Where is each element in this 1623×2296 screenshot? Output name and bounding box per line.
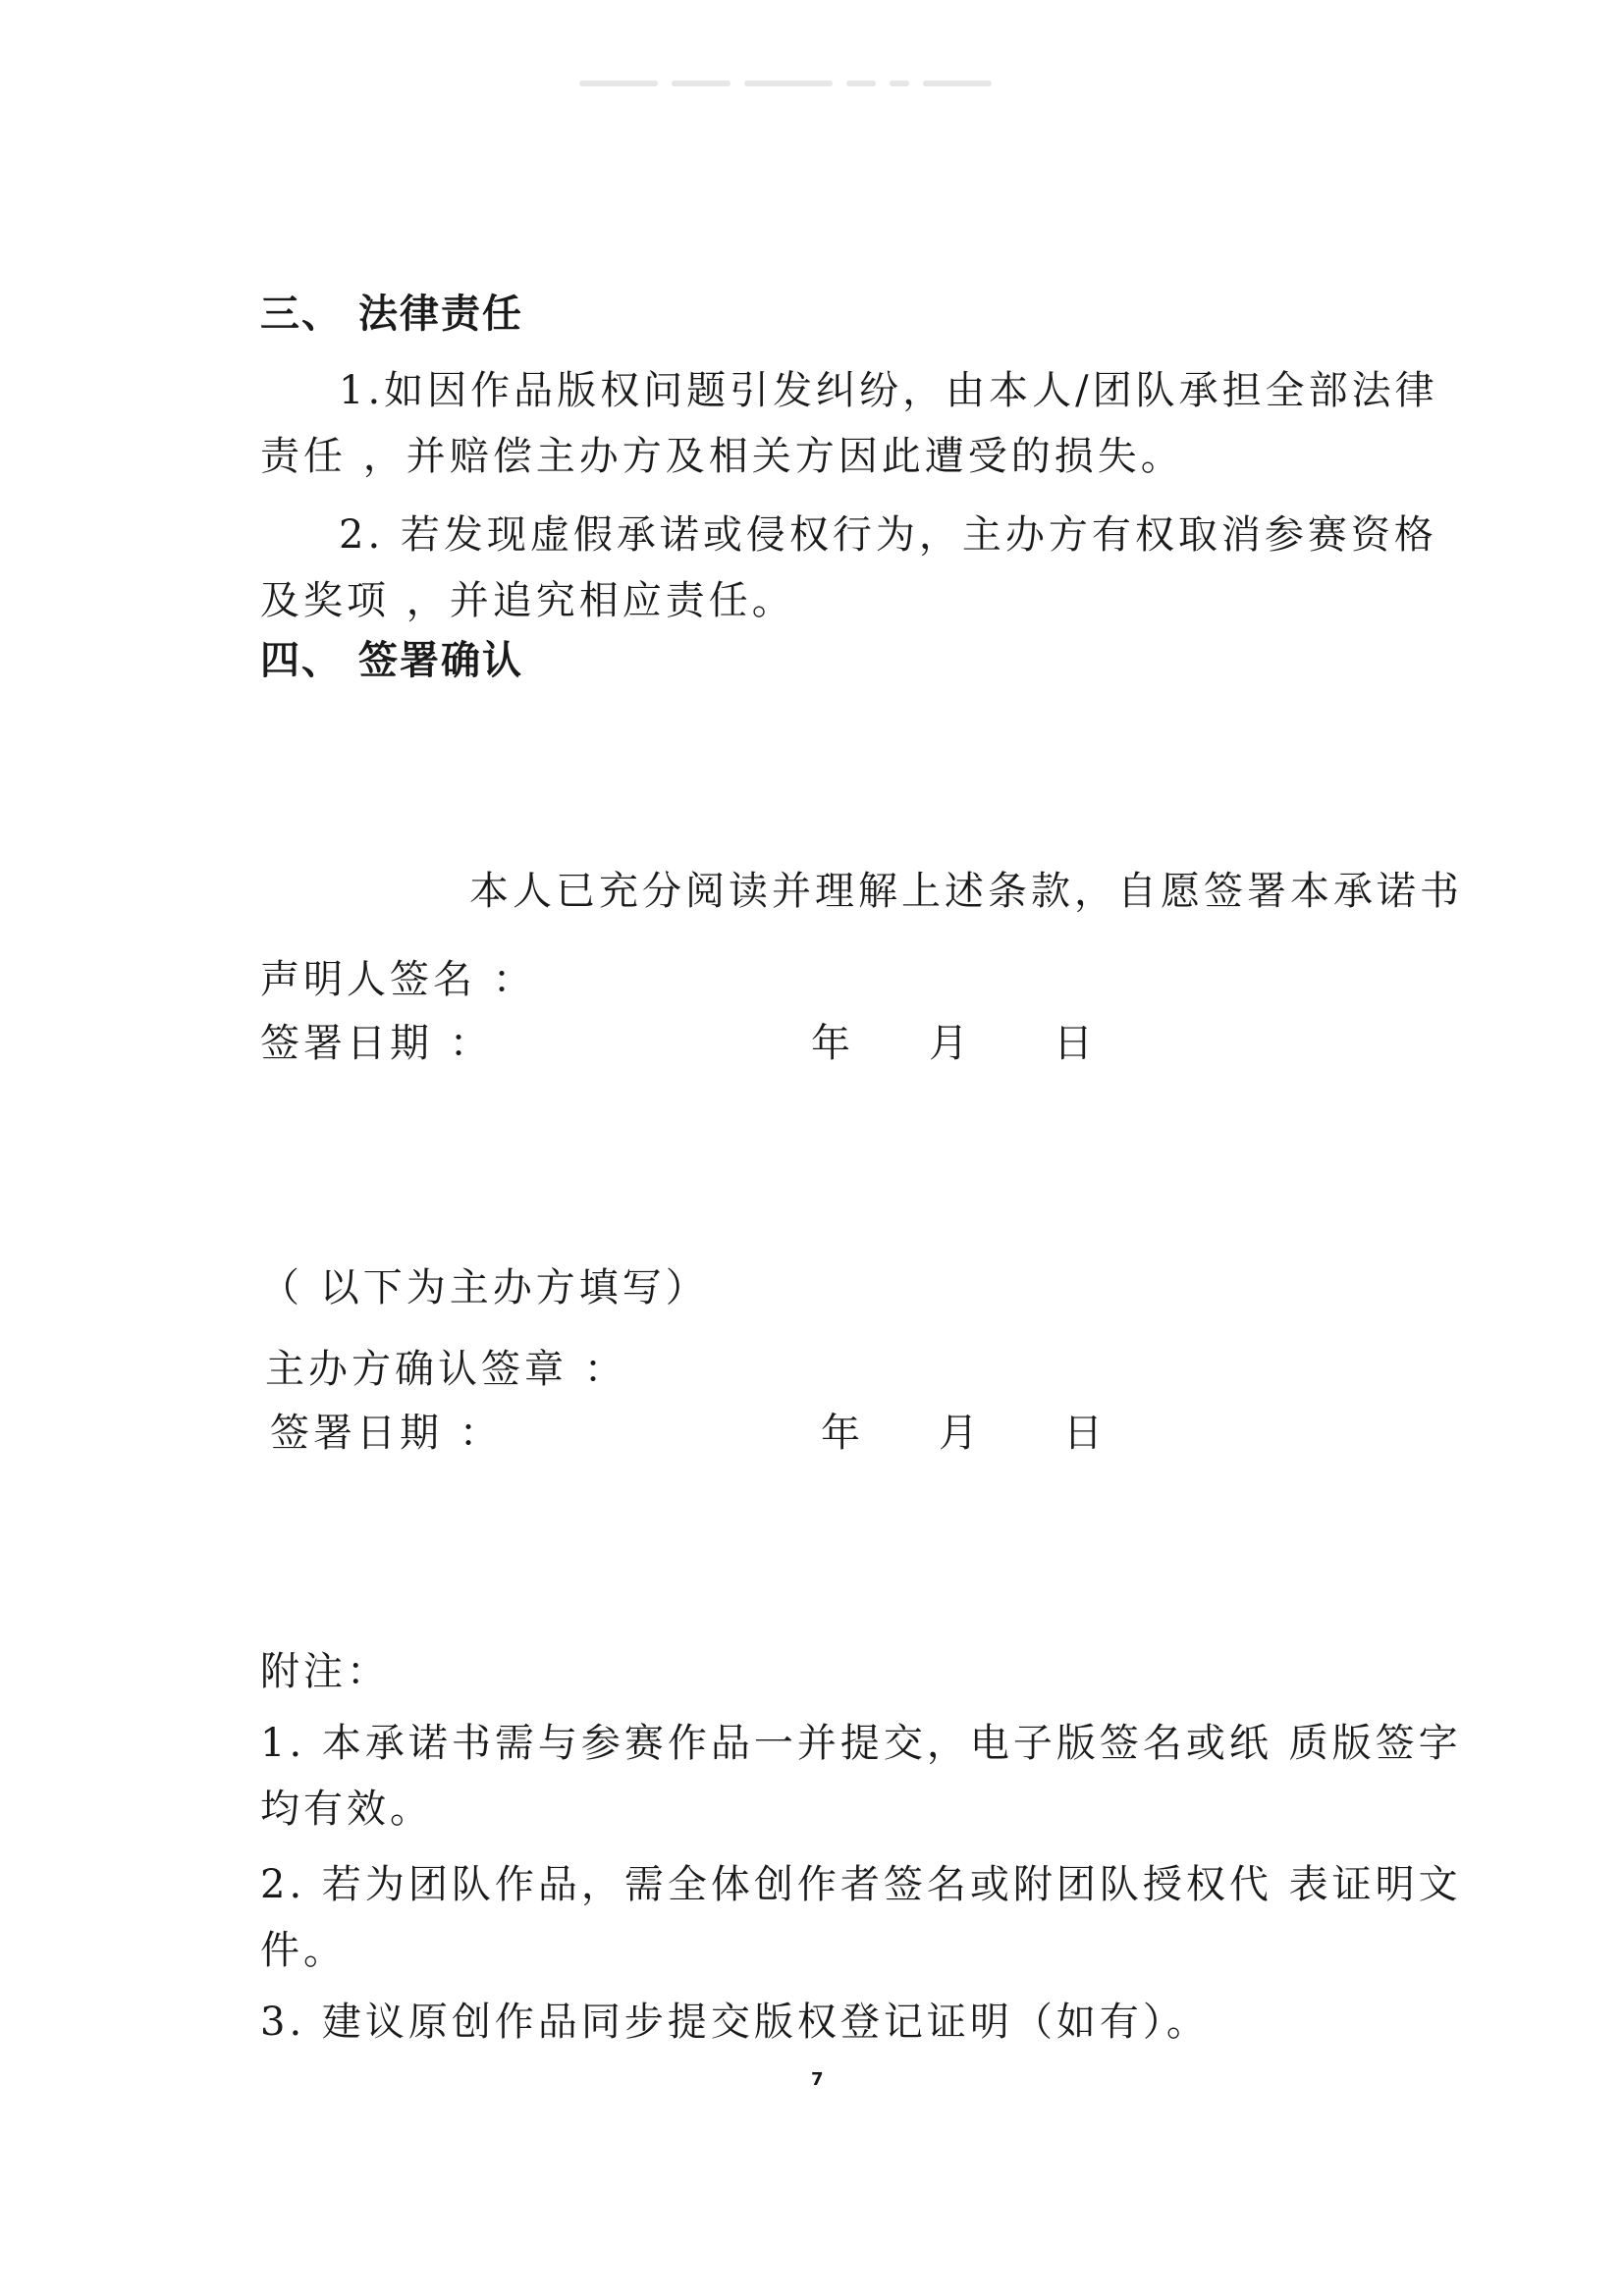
section-3-heading [260, 292, 523, 337]
section-3-number: 三、 [260, 292, 343, 337]
declarant-date-label: 签署日期 ： [260, 1021, 493, 1066]
notes-item-1-line-1: 1. 本承诺书需与参赛作品一并提交，电子版签名或纸 质版签字 [260, 1721, 1462, 1766]
notes-item-3: 3. 建议原创作品同步提交版权登记证明（如有）。 [260, 2000, 1210, 2045]
declarant-signature-label: 声明人签名 ： [260, 957, 536, 1002]
declarant-year-label: 年 [811, 1021, 850, 1066]
faded-header-text [579, 77, 1011, 90]
declarant-month-label: 月 [929, 1021, 968, 1066]
page-number: 7 [811, 2069, 824, 2090]
section-3-item-2-line-1: 2. 若发现虚假承诺或侵权行为，主办方有权取消参赛资格 [339, 512, 1437, 558]
section-3-title: 法律责任 [358, 292, 523, 337]
notes-item-1-line-2: 均有效。 [260, 1787, 433, 1832]
section-4-heading [260, 638, 523, 683]
section-3-item-2-line-2: 及奖项 ，并追究相应责任。 [260, 578, 795, 623]
declarant-day-label: 日 [1054, 1021, 1093, 1066]
organizer-day-label: 日 [1063, 1411, 1103, 1456]
notes-item-2-line-1: 2. 若为团队作品，需全体创作者签名或附团队授权代 表证明文 [260, 1862, 1462, 1907]
organizer-date-label: 签署日期 ： [270, 1411, 503, 1456]
organizer-stamp-label: 主办方确认签章 ： [265, 1347, 627, 1392]
section-3-item-1-line-1: 1.如因作品版权问题引发纠纷，由本人/团队承担全部法律 [339, 368, 1438, 413]
section-3-item-1-line-2: 责任 ，并赔偿主办方及相关方因此遭受的损失。 [260, 434, 1184, 479]
organizer-year-label: 年 [821, 1411, 860, 1456]
section-4-title: 签署确认 [358, 638, 523, 683]
organizer-note: （ 以下为主办方填写） [260, 1265, 709, 1310]
declaration-text: 本人已充分阅读并理解上述条款，自愿签署本承诺书 [469, 869, 1463, 914]
notes-title: 附注： [260, 1649, 390, 1694]
organizer-month-label: 月 [939, 1411, 978, 1456]
notes-item-2-line-2: 件。 [260, 1928, 347, 1973]
section-4-number: 四、 [260, 638, 343, 683]
